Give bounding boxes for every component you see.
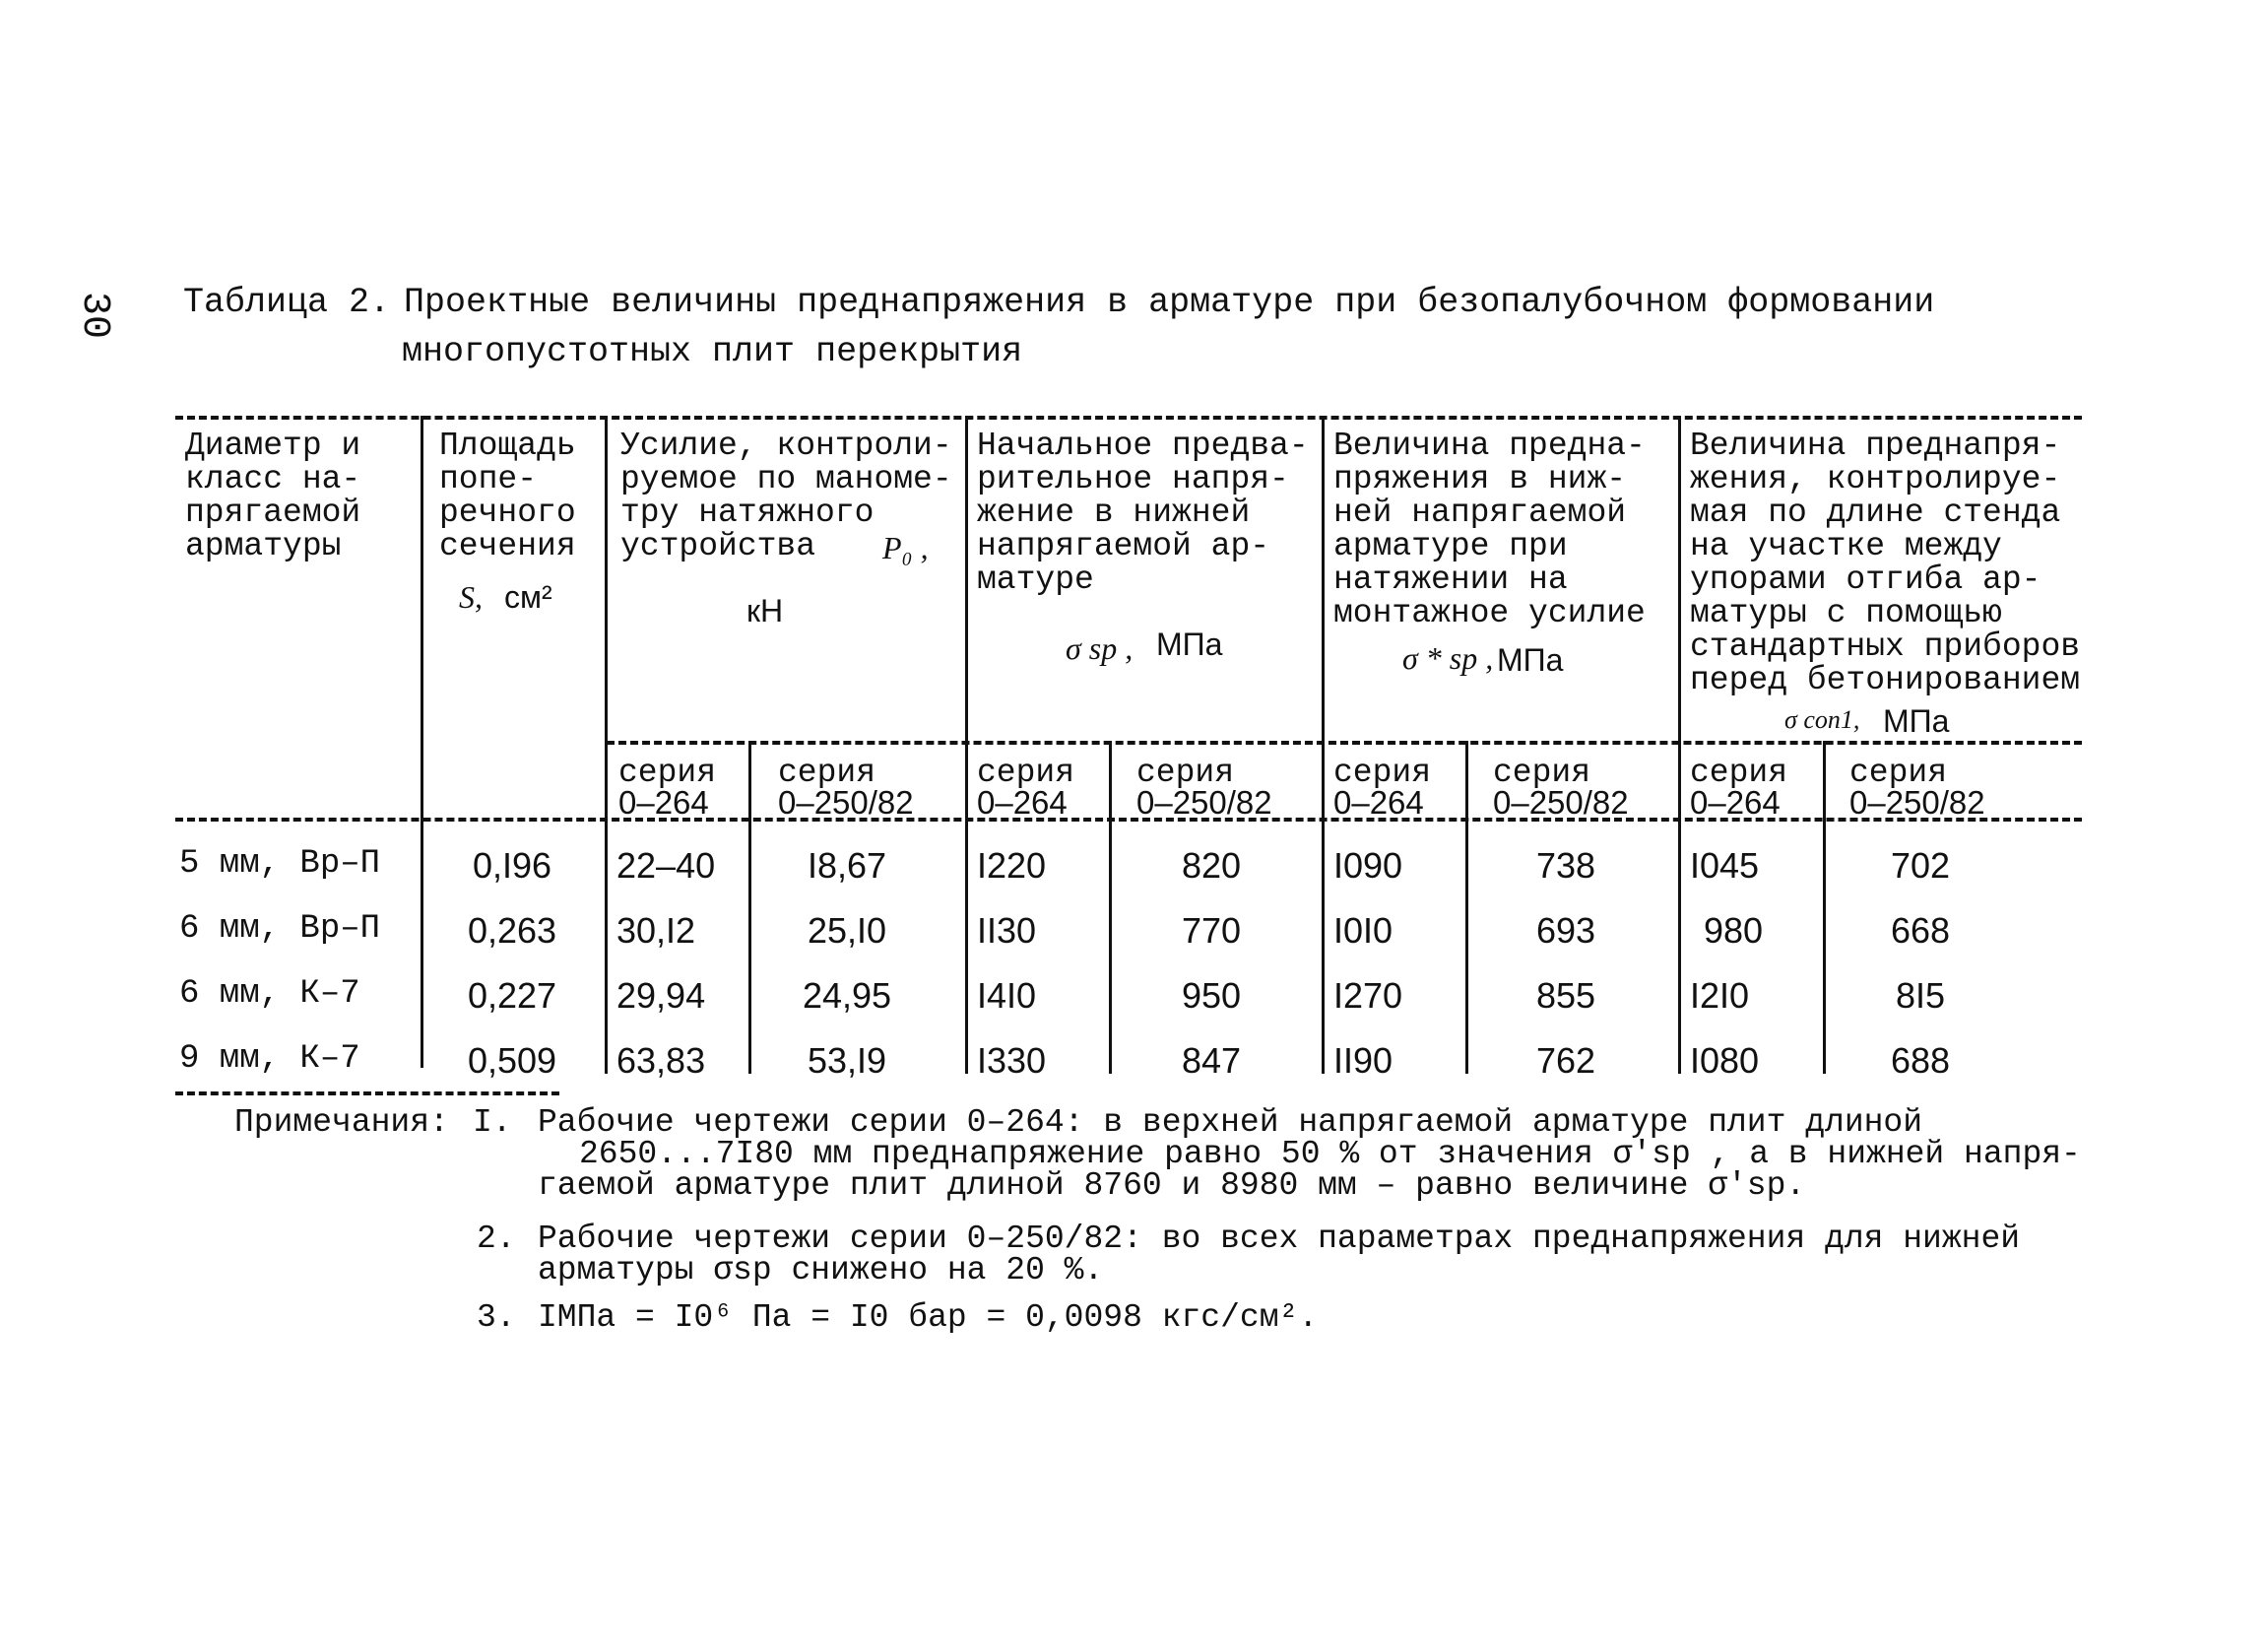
- cell-initial-0264: I4I0: [977, 975, 1037, 1016]
- series-word: серия: [1493, 755, 1591, 791]
- cell-mounting-025082: 762: [1535, 1040, 1596, 1081]
- subheader-series-0264-controlled: [1690, 755, 1838, 821]
- cell-mounting-0264: I090: [1333, 845, 1403, 886]
- series-code: 0–250/82: [778, 784, 914, 821]
- cell-mounting-025082: 693: [1535, 910, 1596, 951]
- cell-mounting-0264: I0I0: [1333, 910, 1393, 951]
- cell-force-025082: 24,95: [802, 975, 892, 1016]
- caption-title-line2: многопустотных плит перекрытия: [402, 332, 1023, 371]
- cell-controlled-025082: 702: [1890, 845, 1951, 886]
- header-initial-stress-symbol: σ sp ,: [1066, 630, 1134, 666]
- series-word: серия: [1690, 755, 1788, 791]
- header-force-unit: кН: [746, 593, 784, 628]
- cell-initial-0264: I220: [977, 845, 1047, 886]
- notes-label: Примечания:: [234, 1104, 449, 1141]
- series-code: 0–250/82: [1493, 784, 1629, 821]
- cell-controlled-025082: 688: [1890, 1040, 1951, 1081]
- table-top-rule: [175, 416, 2082, 420]
- col-divider-2: [605, 416, 608, 1074]
- header-controlled-stress: Величина преднапря- жения, контролируе- мая по длине стенда на участке между упорами отгиба ар- матуры с помощью стандартных приборов перед бетонированием: [1690, 428, 2081, 698]
- subheader-series-025082-mounting: [1493, 755, 1680, 821]
- header-force-symbol: P₀ ,: [882, 530, 929, 565]
- cell-mounting-025082: 738: [1535, 845, 1596, 886]
- cell-diameter-class: 6 мм, Вр–П: [179, 910, 381, 948]
- cell-controlled-0264: I080: [1690, 1040, 1760, 1081]
- cell-mounting-0264: II90: [1333, 1040, 1393, 1081]
- cell-controlled-025082: 668: [1890, 910, 1951, 951]
- cell-initial-025082: 847: [1181, 1040, 1242, 1081]
- cell-force-0264: 29,94: [616, 975, 706, 1016]
- subheader-series-025082-controlled: [1849, 755, 2037, 821]
- cell-initial-025082: 770: [1181, 910, 1242, 951]
- cell-force-0264: 63,83: [616, 1040, 706, 1081]
- col-divider-3: [965, 416, 968, 1074]
- header-mounting-stress-unit: МПа: [1497, 642, 1564, 678]
- caption-title-line1: Проектные величины преднапряжения в арматуре при безопалубочном формовании: [404, 283, 1935, 322]
- series-code: 0–250/82: [1849, 784, 1985, 821]
- cell-initial-025082: 820: [1181, 845, 1242, 886]
- series-code: 0–250/82: [1136, 784, 1272, 821]
- header-initial-stress: Начальное предва- рительное напря- жение в нижней напрягаемой ар- матуре: [977, 428, 1309, 598]
- page-number: 30: [72, 292, 116, 340]
- cell-mounting-0264: I270: [1333, 975, 1403, 1016]
- note-1-line-3: гаемой арматуре плит длиной 8760 и 8980 мм – равно величине σ'sp.: [538, 1167, 1806, 1204]
- header-controlled-stress-symbol: σ con1,: [1784, 705, 1860, 734]
- cell-mounting-025082: 855: [1535, 975, 1596, 1016]
- note-3-line-1: IМПа = I0⁶ Па = I0 бар = 0,0098 кгс/см².: [538, 1299, 1319, 1336]
- note-2-number: 2.: [477, 1221, 516, 1257]
- note-3-number: 3.: [477, 1299, 516, 1336]
- cell-diameter-class: 9 мм, К–7: [179, 1040, 360, 1078]
- header-force: Усилие, контроли- руемое по маноме- тру натяжного устройства: [620, 428, 952, 564]
- header-bottom-rule: [175, 818, 2082, 822]
- cell-cross-section: 0,227: [467, 975, 557, 1016]
- cell-force-0264: 30,I2: [616, 910, 696, 951]
- series-code: 0–264: [1333, 784, 1424, 821]
- note-1-number: I.: [473, 1104, 512, 1141]
- note-2-line-1: Рабочие чертежи серии 0–250/82: во всех параметрах преднапряжения для нижней: [538, 1221, 2021, 1257]
- cell-controlled-0264: 980: [1704, 910, 1764, 951]
- cell-cross-section: 0,263: [467, 910, 557, 951]
- header-controlled-stress-unit: МПа: [1883, 703, 1950, 739]
- header-initial-stress-unit: МПа: [1156, 627, 1223, 662]
- header-mounting-stress: Величина предна- пряжения в ниж- ней напрягаемой арматуре при натяжении на монтажное усилие: [1333, 428, 1646, 631]
- cell-force-025082: 25,I0: [807, 910, 887, 951]
- table-bottom-rule: [175, 1091, 559, 1095]
- subheader-series-025082-force: [778, 755, 965, 821]
- col-divider-1: [421, 416, 423, 1068]
- note-2-line-2: арматуры σsp снижено на 20 %.: [538, 1252, 1104, 1288]
- caption-label: Таблица 2.: [183, 283, 391, 322]
- col-divider-4: [1322, 416, 1325, 1074]
- note-1-line-2: 2650...7I80 мм преднапряжение равно 50 % от значения σ'sp , а в нижней напря-: [579, 1136, 2081, 1172]
- subheader-rule: [607, 741, 2082, 745]
- cell-force-025082: 53,I9: [807, 1040, 887, 1081]
- subheader-series-0264-force: [618, 755, 766, 821]
- series-code: 0–264: [1690, 784, 1781, 821]
- header-cross-section: Площадь попе- речного сечения: [439, 428, 576, 564]
- series-word: серия: [1333, 755, 1432, 791]
- series-word: серия: [1136, 755, 1235, 791]
- table-caption: [183, 278, 1934, 376]
- col-divider-5: [1678, 416, 1681, 1074]
- series-code: 0–264: [977, 784, 1068, 821]
- header-mounting-stress-symbol: σ * sp ,: [1402, 640, 1494, 676]
- cell-diameter-class: 6 мм, К–7: [179, 975, 360, 1013]
- header-cross-section-symbol: S,: [459, 579, 483, 615]
- cell-initial-0264: II30: [977, 910, 1037, 951]
- series-word: серия: [977, 755, 1075, 791]
- series-word: серия: [1849, 755, 1948, 791]
- cell-initial-025082: 950: [1181, 975, 1242, 1016]
- series-code: 0–264: [618, 784, 709, 821]
- subheader-series-0264-mounting: [1333, 755, 1481, 821]
- header-cross-section-unit: см²: [504, 579, 552, 615]
- note-1-line-1: Рабочие чертежи серии 0–264: в верхней напрягаемой арматуре плит длиной: [538, 1104, 1923, 1141]
- series-word: серия: [618, 755, 717, 791]
- cell-force-0264: 22–40: [616, 845, 716, 886]
- cell-force-025082: I8,67: [807, 845, 887, 886]
- cell-diameter-class: 5 мм, Вр–П: [179, 845, 381, 883]
- subheader-series-0264-initial: [977, 755, 1125, 821]
- cell-controlled-025082: 8I5: [1895, 975, 1946, 1016]
- cell-controlled-0264: I045: [1690, 845, 1760, 886]
- subheader-series-025082-initial: [1136, 755, 1324, 821]
- cell-initial-0264: I330: [977, 1040, 1047, 1081]
- header-diameter-class: Диаметр и класс на- прягаемой арматуры: [185, 428, 361, 564]
- cell-controlled-0264: I2I0: [1690, 975, 1750, 1016]
- cell-cross-section: 0,509: [467, 1040, 557, 1081]
- series-word: серия: [778, 755, 876, 791]
- cell-cross-section: 0,I96: [472, 845, 552, 886]
